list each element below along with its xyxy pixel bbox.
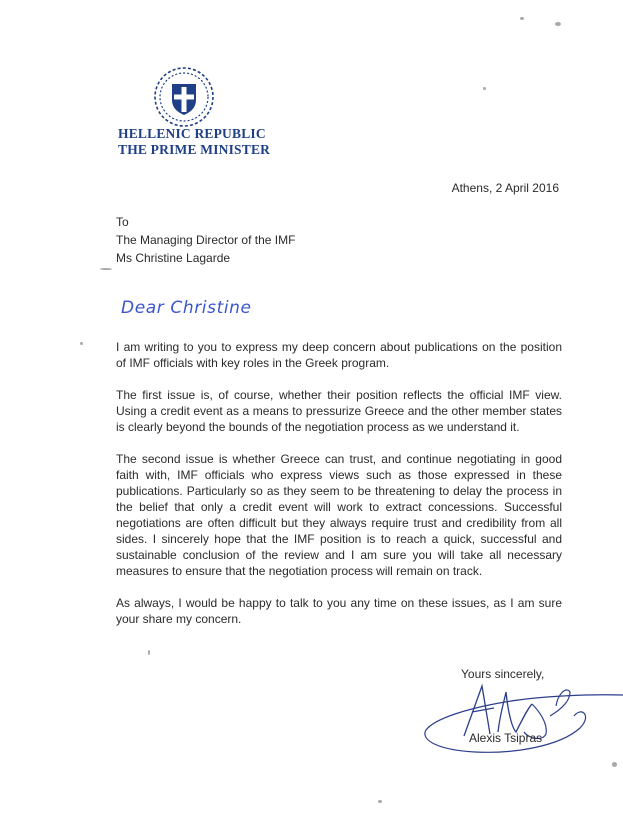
- scan-speck: [378, 800, 382, 803]
- recipient-line-3: Ms Christine Lagarde: [116, 251, 231, 265]
- letterhead: [118, 126, 270, 158]
- recipient-block: [116, 213, 295, 267]
- signer-name: Alexis Tsipras: [469, 731, 543, 745]
- scan-speck: [483, 87, 486, 90]
- scan-speck: [555, 22, 561, 26]
- letterhead-line-2: THE PRIME MINISTER: [118, 142, 271, 157]
- recipient-line-1: To: [116, 215, 129, 229]
- scan-speck: [100, 268, 112, 270]
- greek-coat-of-arms-icon: [153, 66, 215, 128]
- closing-line: Yours sincerely,: [461, 667, 545, 681]
- letter-date: Athens, 2 April 2016: [451, 181, 559, 195]
- handwritten-signature: [420, 672, 623, 770]
- letter-body: [116, 339, 562, 643]
- body-paragraph-1: I am writing to you to express my deep concern about publications on the position of IMF officials with key roles in the Greek program.: [116, 340, 562, 370]
- scan-speck: [520, 17, 524, 20]
- recipient-line-2: The Managing Director of the IMF: [116, 233, 296, 247]
- scan-speck: [148, 650, 150, 655]
- body-paragraph-2: The first issue is, of course, whether their position reflects the official IMF view. Using a credit event as a means to pressurize Greece and the other member states is clearly beyond the bounds of the negotiation process as we understand it.: [116, 388, 562, 434]
- body-paragraph-3: The second issue is whether Greece can trust, and continue negotiating in good faith with, IMF officials who express views such as those expressed in these publications. Particularly so as they seem to be threatening to delay the process in the belief that only a credit event will work to extract concessions. Successful negotiations are often difficult but they always require trust and credibility from all sides. I sincerely hope that the IMF position is to reach a quick, successful and sustainable conclusion of the review and I am sure you will take all necessary measures to ensure that the negotiation process will remain on track.: [116, 452, 562, 578]
- scan-speck: [612, 762, 617, 767]
- scan-speck: [80, 342, 83, 345]
- letterhead-line-1: HELLENIC REPUBLIC: [118, 126, 266, 141]
- handwritten-salutation: Dear Christine: [121, 298, 252, 318]
- body-paragraph-4: As always, I would be happy to talk to you any time on these issues, as I am sure your share my concern.: [116, 596, 562, 626]
